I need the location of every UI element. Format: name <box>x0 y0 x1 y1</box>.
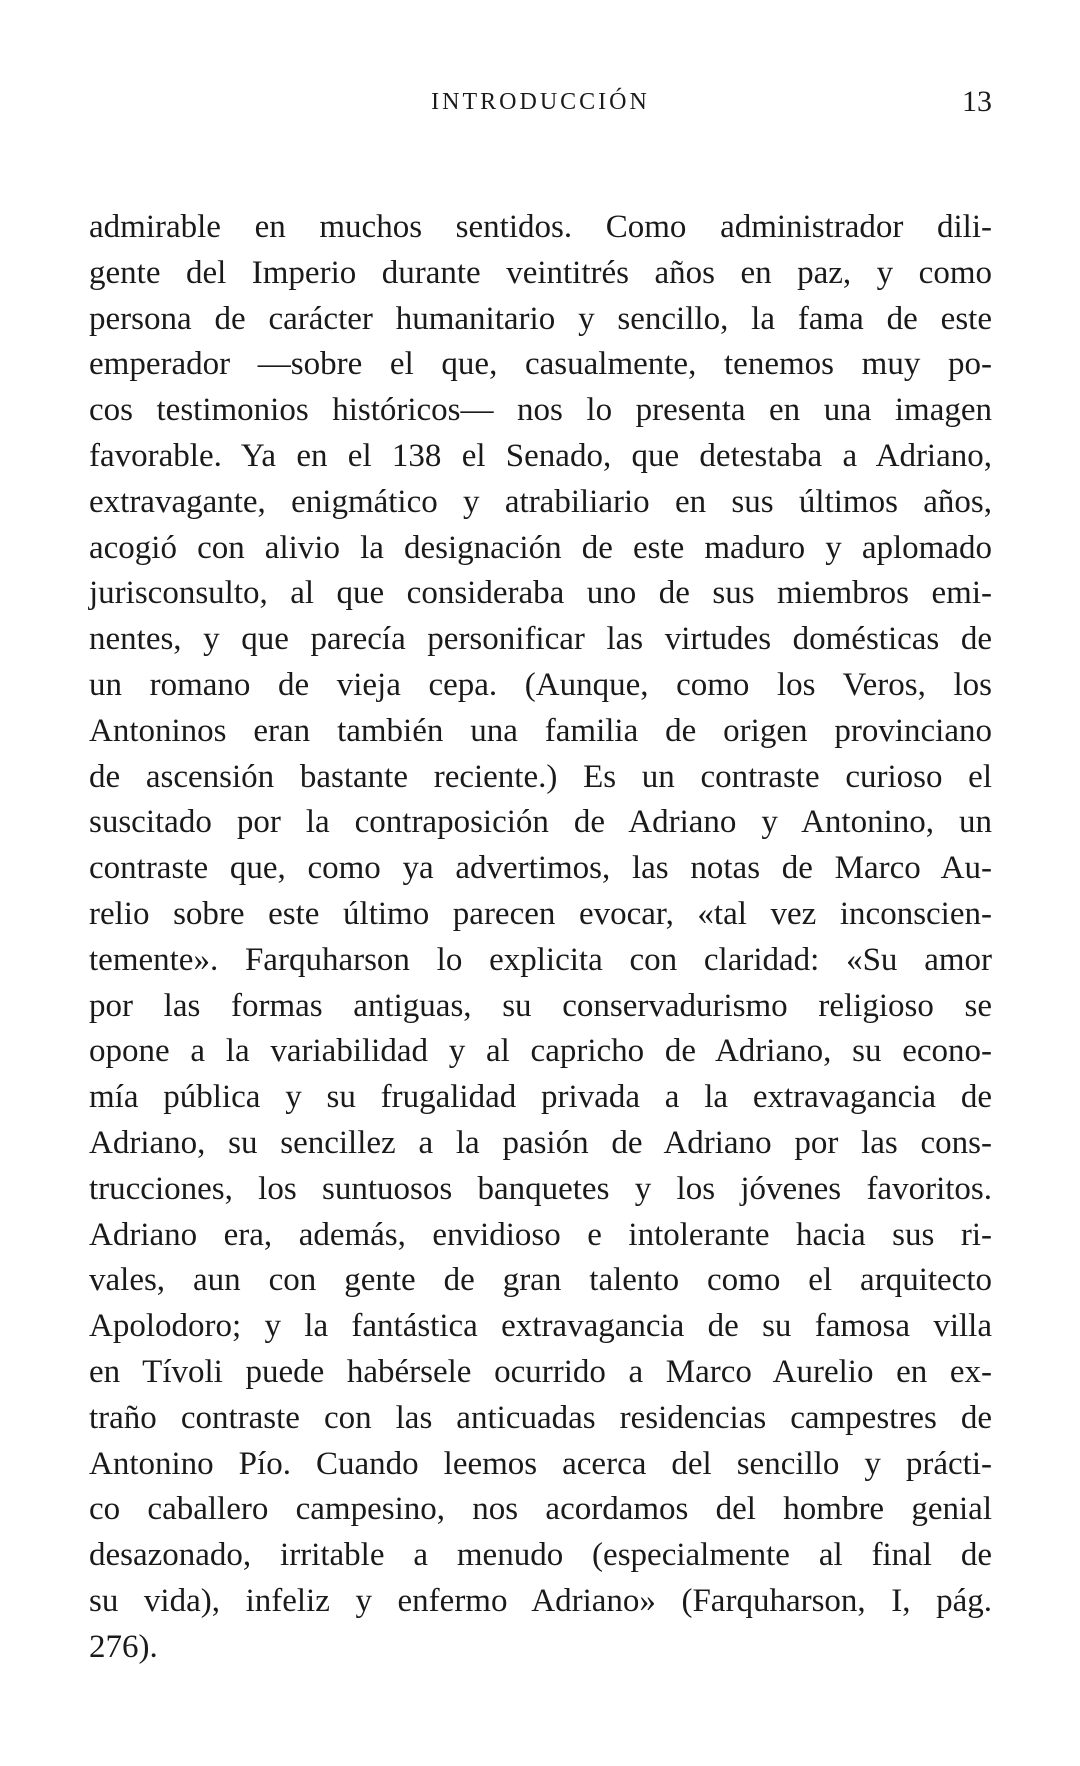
text-line: en Tívoli puede habérsele ocurrido a Marco Aurelio en ex- <box>89 1353 992 1390</box>
text-line: Antoninos eran también una familia de origen provinciano <box>89 712 992 749</box>
text-line: temente». Farquharson lo explicita con claridad: «Su amor <box>89 941 992 978</box>
text-line: desazonado, irritable a menudo (especialmente al final de <box>89 1537 992 1574</box>
text-line: Apolodoro; y la fantástica extravagancia de su famosa villa <box>89 1308 992 1345</box>
text-line: extravagante, enigmático y atrabiliario en sus últimos años, <box>89 483 992 520</box>
text-line: vales, aun con gente de gran talento como el arquitecto <box>89 1262 992 1299</box>
text-line: persona de carácter humanitario y sencillo, la fama de este <box>89 300 992 337</box>
text-line: acogió con alivio la designación de este maduro y aplomado <box>89 529 992 566</box>
text-line: jurisconsulto, al que consideraba uno de sus miembros emi- <box>89 575 992 612</box>
text-line: Adriano, su sencillez a la pasión de Adriano por las cons- <box>89 1124 992 1161</box>
text-line: opone a la variabilidad y al capricho de Adriano, su econo- <box>89 1033 992 1070</box>
body-paragraph <box>89 205 992 1671</box>
text-line: contraste que, como ya advertimos, las notas de Marco Au- <box>89 850 992 887</box>
running-head <box>89 82 992 122</box>
text-line: trucciones, los suntuosos banquetes y los jóvenes favoritos. <box>89 1170 992 1207</box>
text-line: relio sobre este último parecen evocar, «tal vez inconscien- <box>89 895 992 932</box>
text-line: mía pública y su frugalidad privada a la extravagancia de <box>89 1079 992 1116</box>
text-line: Antonino Pío. Cuando leemos acerca del sencillo y prácti- <box>89 1445 992 1482</box>
text-line: favorable. Ya en el 138 el Senado, que detestaba a Adriano, <box>89 437 992 474</box>
page-number: 13 <box>962 85 992 118</box>
text-line: por las formas antiguas, su conservadurismo religioso se <box>89 987 992 1024</box>
running-title: INTRODUCCIÓN <box>431 89 650 115</box>
text-line: traño contraste con las anticuadas residencias campestres de <box>89 1399 992 1436</box>
text-line: su vida), infeliz y enfermo Adriano» (Farquharson, I, pág. <box>89 1582 992 1619</box>
text-line: Adriano era, además, envidioso e intolerante hacia sus ri- <box>89 1216 992 1253</box>
text-line: un romano de vieja cepa. (Aunque, como los Veros, los <box>89 666 992 703</box>
text-line: suscitado por la contraposición de Adriano y Antonino, un <box>89 804 992 841</box>
text-line: 276). <box>89 1628 158 1665</box>
text-line: cos testimonios históricos— nos lo presenta en una imagen <box>89 392 992 429</box>
text-line: de ascensión bastante reciente.) Es un contraste curioso el <box>89 758 992 795</box>
text-line: emperador —sobre el que, casualmente, tenemos muy po- <box>89 346 992 383</box>
text-line: nentes, y que parecía personificar las virtudes domésticas de <box>89 621 992 658</box>
text-line: co caballero campesino, nos acordamos del hombre genial <box>89 1491 992 1528</box>
text-line: admirable en muchos sentidos. Como administrador dili- <box>89 209 992 245</box>
text-line: gente del Imperio durante veintitrés años en paz, y como <box>89 254 992 291</box>
